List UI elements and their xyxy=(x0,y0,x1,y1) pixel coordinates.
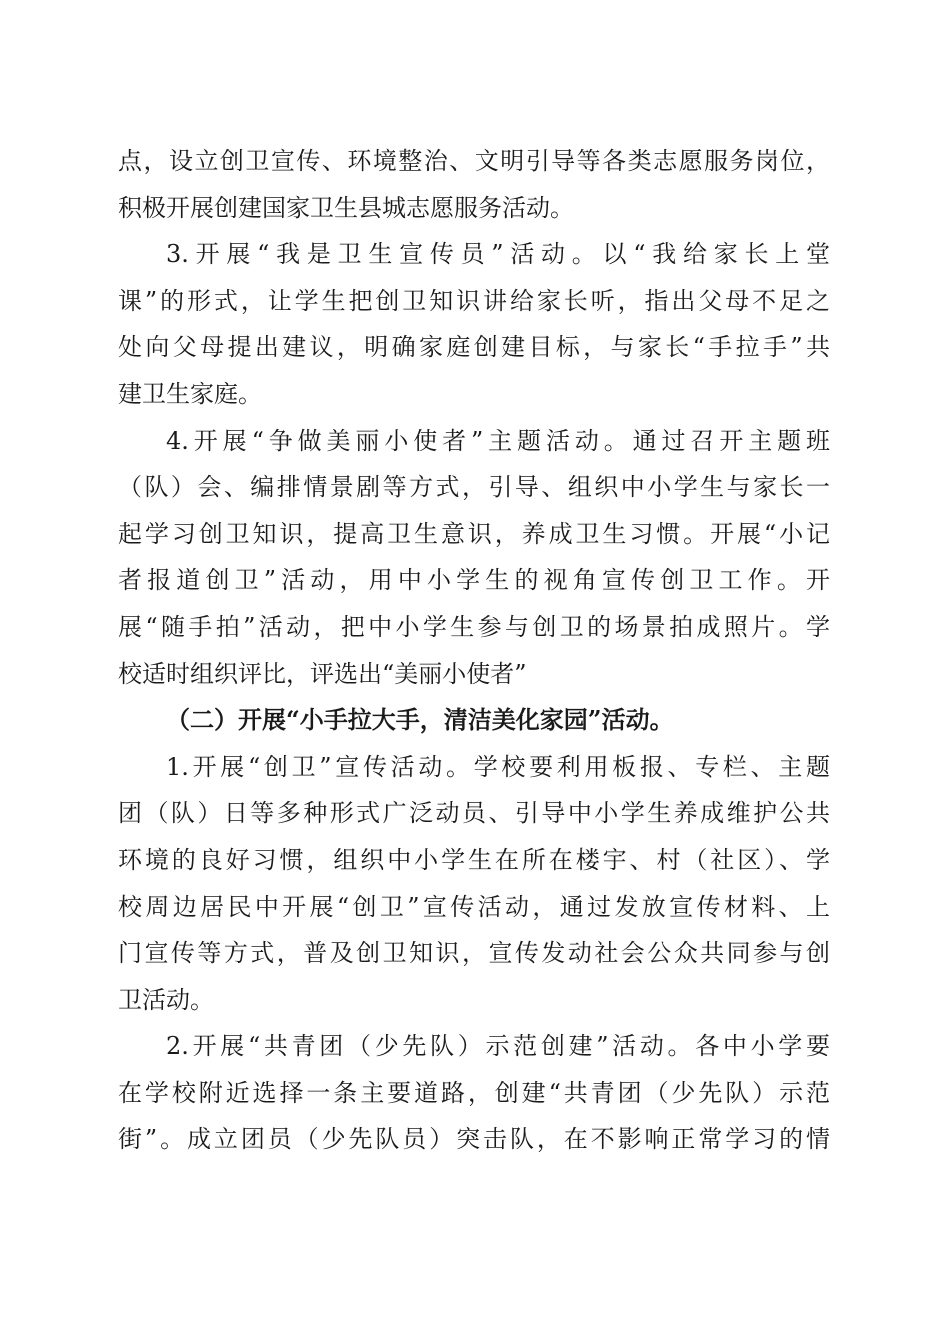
text-line: 在学校附近选择一条主要道路，创建“共青团（少先队）示范 xyxy=(118,1078,830,1107)
text-line: 团（队）日等多种形式广泛动员、引导中小学生养成维护公共 xyxy=(118,799,830,828)
text-line: （队）会、编排情景剧等方式，引导、组织中小学生与家长一 xyxy=(118,473,830,502)
text-line: 点，设立创卫宣传、环境整治、文明引导等各类志愿服务岗位， xyxy=(118,147,830,175)
text-line: 起学习创卫知识，提高卫生意识，养成卫生习惯。开展“小记 xyxy=(118,519,830,548)
text-line: 环境的良好习惯，组织中小学生在所在楼宇、村（社区）、学 xyxy=(118,845,830,874)
text-line: 校周边居民中开展“创卫”宣传活动，通过发放宣传材料、上 xyxy=(118,892,830,921)
text-line: 建卫生家庭。 xyxy=(118,379,262,408)
text-line: 校适时组织评比，评选出“美丽小使者” xyxy=(118,659,527,688)
text-line: 处向父母提出建议，明确家庭创建目标，与家长“手拉手”共 xyxy=(118,333,830,362)
text-line: 街”。成立团员（少先队员）突击队，在不影响正常学习的情 xyxy=(118,1125,830,1154)
text-line: 4.开展“争做美丽小使者”主题活动。通过召开主题班 xyxy=(166,426,830,455)
text-line: 展“随手拍”活动，把中小学生参与创卫的场景拍成照片。学 xyxy=(118,612,830,641)
text-line: 卫活动。 xyxy=(118,985,214,1014)
text-line: 1.开展“创卫”宣传活动。学校要利用板报、专栏、主题 xyxy=(166,752,830,781)
text-line: 课”的形式，让学生把创卫知识讲给家长听，指出父母不足之 xyxy=(118,286,830,315)
text-line: 积极开展创建国家卫生县城志愿服务活动。 xyxy=(118,193,574,222)
text-line: 门宣传等方式，普及创卫知识，宣传发动社会公众共同参与创 xyxy=(118,939,830,968)
text-line: 者报道创卫”活动，用中小学生的视角宣传创卫工作。开 xyxy=(118,566,830,595)
section-heading: （二）开展“小手拉大手，清洁美化家园”活动。 xyxy=(166,705,674,735)
text-line: 2.开展“共青团（少先队）示范创建”活动。各中小学要 xyxy=(166,1032,830,1061)
document-page xyxy=(118,138,830,1163)
text-line: 3.开展“我是卫生宣传员”活动。以“我给家长上堂 xyxy=(166,240,830,269)
